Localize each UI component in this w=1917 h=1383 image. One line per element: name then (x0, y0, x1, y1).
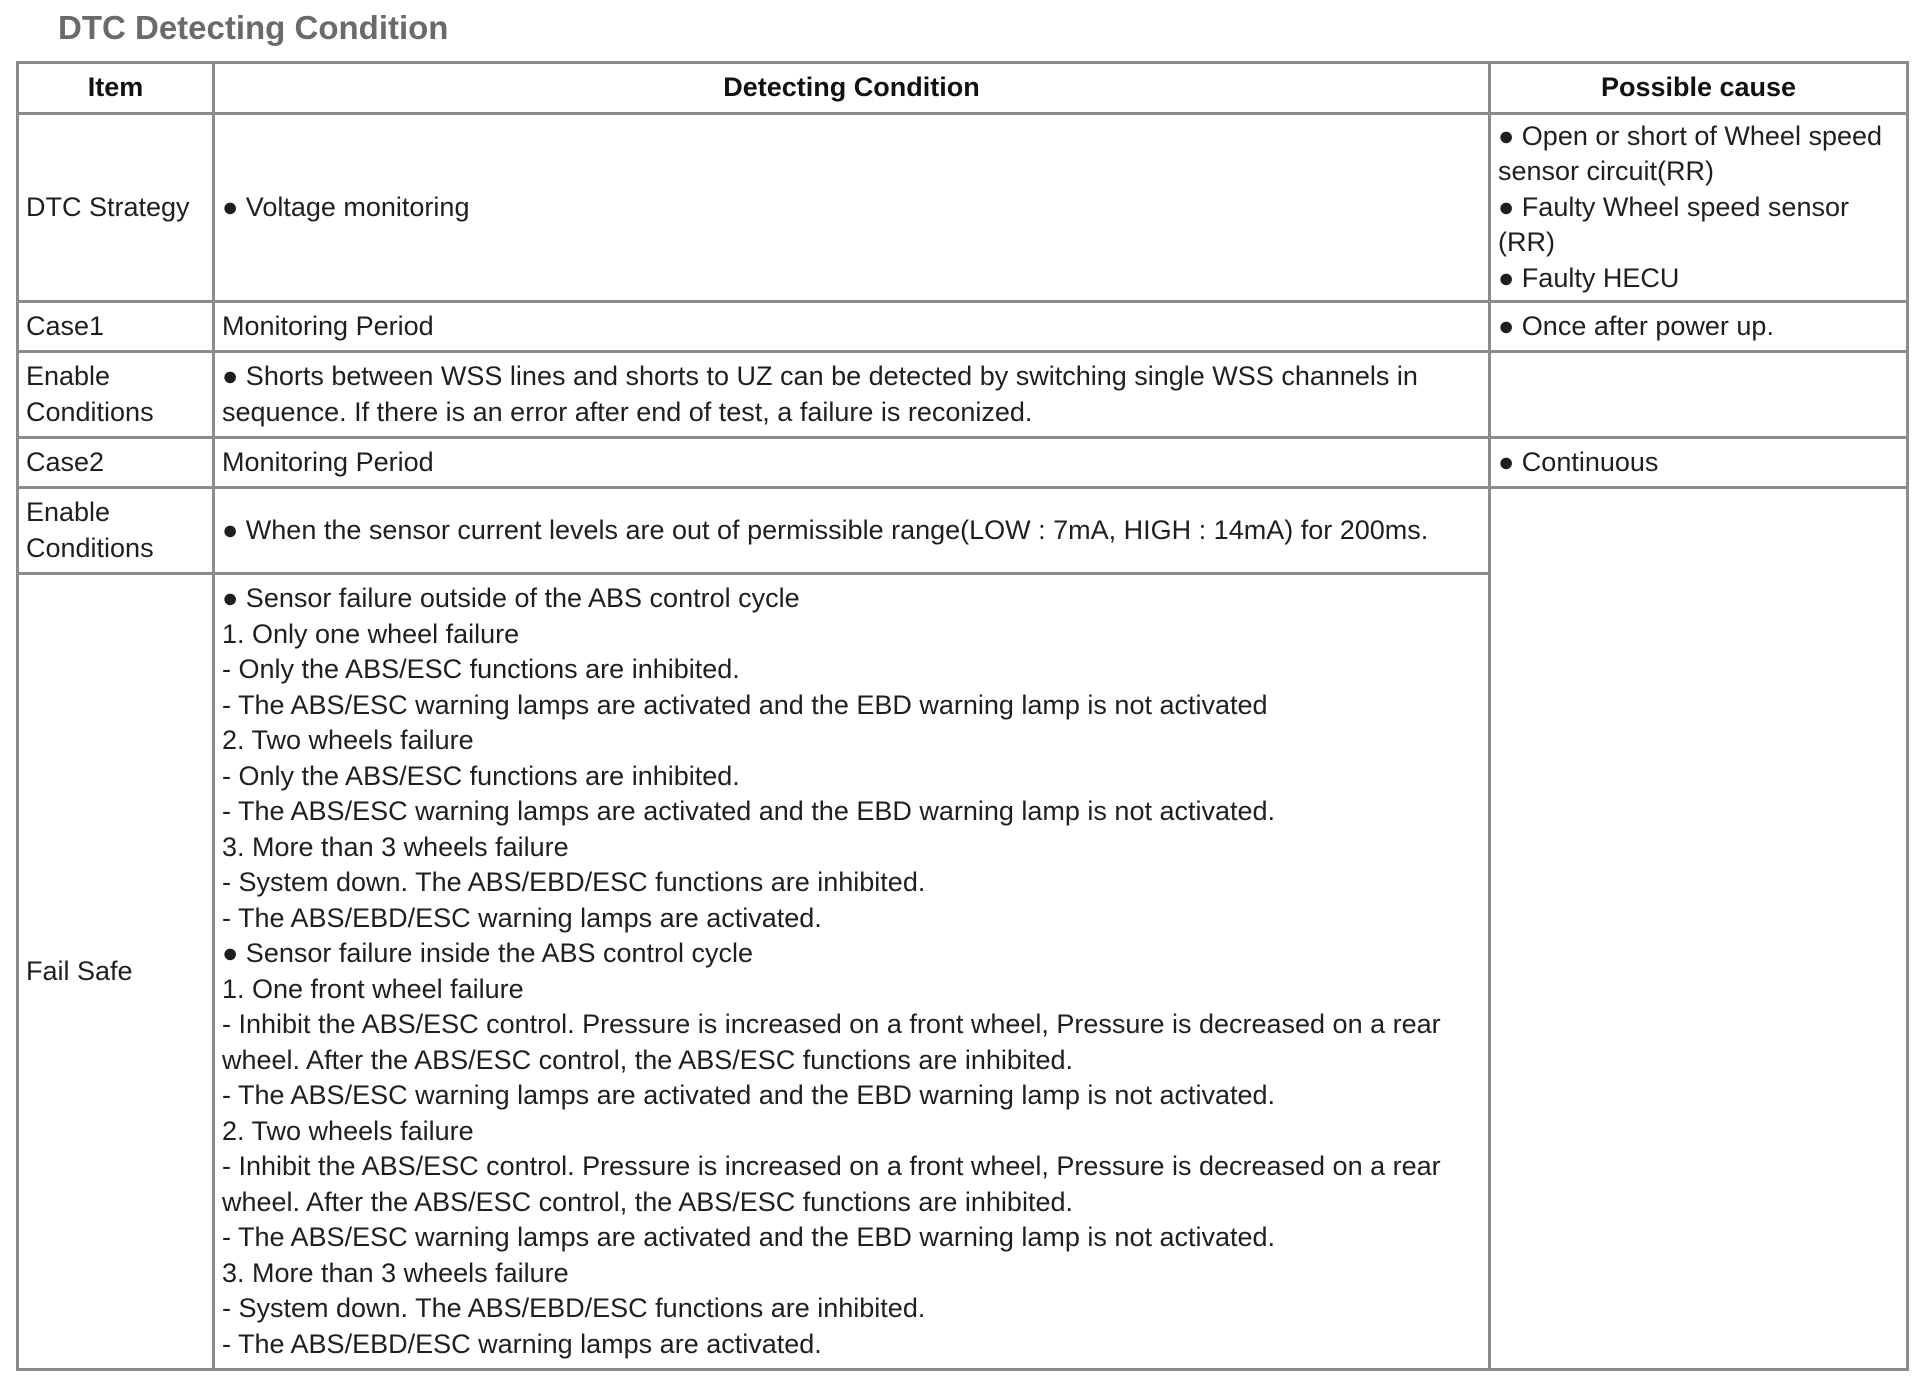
fail-safe-line: - The ABS/ESC warning lamps are activated and the EBD warning lamp is not activated. (222, 1080, 1276, 1110)
table-row-enable-conditions-1 (18, 352, 1908, 438)
cause-enable-conditions-1 (1490, 352, 1908, 438)
fail-safe-line: - Only the ABS/ESC functions are inhibited. (222, 760, 740, 791)
header-item: Item (18, 63, 214, 114)
item-fail-safe: Fail Safe (18, 574, 214, 1370)
fail-safe-line: wheel. After the ABS/ESC control, the ABS/ESC functions are inhibited. (222, 1044, 1073, 1075)
cause-line: ● Faulty HECU (1498, 262, 1680, 293)
header-possible-cause: Possible cause (1490, 63, 1908, 114)
table-row-enable-conditions-2 (18, 488, 1908, 574)
header-detecting-condition: Detecting Condition (214, 63, 1490, 114)
condition-enable-conditions-2: ● When the sensor current levels are out of permissible range(LOW : 7mA, HIGH : 14mA) for 200ms. (214, 488, 1490, 574)
fail-safe-line: ● Sensor failure outside of the ABS control cycle (222, 583, 800, 613)
cause-line: ● Faulty Wheel speed sensor (RR) (1498, 191, 1849, 258)
header-row (18, 63, 1908, 114)
fail-safe-line: ● Sensor failure inside the ABS control cycle (222, 938, 754, 968)
condition-fail-safe (214, 574, 1490, 1370)
fail-safe-line: - Only the ABS/ESC functions are inhibited. (222, 654, 740, 684)
item-case1: Case1 (18, 302, 214, 352)
cause-continuous-blank (1490, 488, 1908, 1370)
cause-dtc-strategy (1490, 114, 1908, 302)
fail-safe-line: 3. More than 3 wheels failure (222, 1257, 569, 1288)
fail-safe-line: 2. Two wheels failure (222, 1115, 474, 1146)
condition-dtc-strategy: ● Voltage monitoring (214, 114, 1490, 302)
table-row-case2 (18, 438, 1908, 488)
item-case2: Case2 (18, 438, 214, 488)
cause-case1: ● Once after power up. (1490, 302, 1908, 352)
fail-safe-line: - System down. The ABS/EBD/ESC functions are inhibited. (222, 1293, 926, 1323)
fail-safe-line: - Inhibit the ABS/ESC control. Pressure is increased on a front wheel, Pressure is decreased on a rear (222, 1009, 1441, 1039)
fail-safe-line: - The ABS/ESC warning lamps are activated and the EBD warning lamp is not activated. (222, 1222, 1276, 1252)
item-enable-conditions-2: Enable Conditions (18, 488, 214, 574)
item-enable-conditions-1: Enable Conditions (18, 352, 214, 438)
fail-safe-line: - The ABS/ESC warning lamps are activated and the EBD warning lamp is not activated (222, 689, 1268, 720)
table-row-case1 (18, 302, 1908, 352)
fail-safe-line: - The ABS/EBD/ESC warning lamps are activated. (222, 902, 822, 933)
fail-safe-line: - System down. The ABS/EBD/ESC functions are inhibited. (222, 867, 926, 897)
dtc-condition-table (16, 61, 1909, 1371)
fail-safe-line: 2. Two wheels failure (222, 725, 474, 755)
fail-safe-line: - The ABS/EBD/ESC warning lamps are activated. (222, 1328, 822, 1359)
condition-enable-conditions-1: ● Shorts between WSS lines and shorts to UZ can be detected by switching single WSS channels in sequence. If there is an error after end of test, a failure is reconized. (214, 352, 1490, 438)
cause-case2: ● Continuous (1490, 438, 1908, 488)
fail-safe-line: 3. More than 3 wheels failure (222, 831, 569, 862)
table-row-dtc-strategy (18, 114, 1908, 302)
cause-line: ● Open or short of Wheel speed sensor circuit(RR) (1498, 120, 1883, 187)
fail-safe-line: wheel. After the ABS/ESC control, the ABS/ESC functions are inhibited. (222, 1186, 1073, 1217)
item-dtc-strategy: DTC Strategy (18, 114, 214, 302)
condition-case2: Monitoring Period (214, 438, 1490, 488)
fail-safe-line: - The ABS/ESC warning lamps are activated and the EBD warning lamp is not activated. (222, 796, 1276, 826)
fail-safe-line: - Inhibit the ABS/ESC control. Pressure is increased on a front wheel, Pressure is decreased on a rear (222, 1151, 1441, 1181)
fail-safe-line: 1. One front wheel failure (222, 973, 524, 1004)
page-title: DTC Detecting Condition (58, 9, 449, 46)
fail-safe-line: 1. Only one wheel failure (222, 618, 520, 649)
condition-case1: Monitoring Period (214, 302, 1490, 352)
